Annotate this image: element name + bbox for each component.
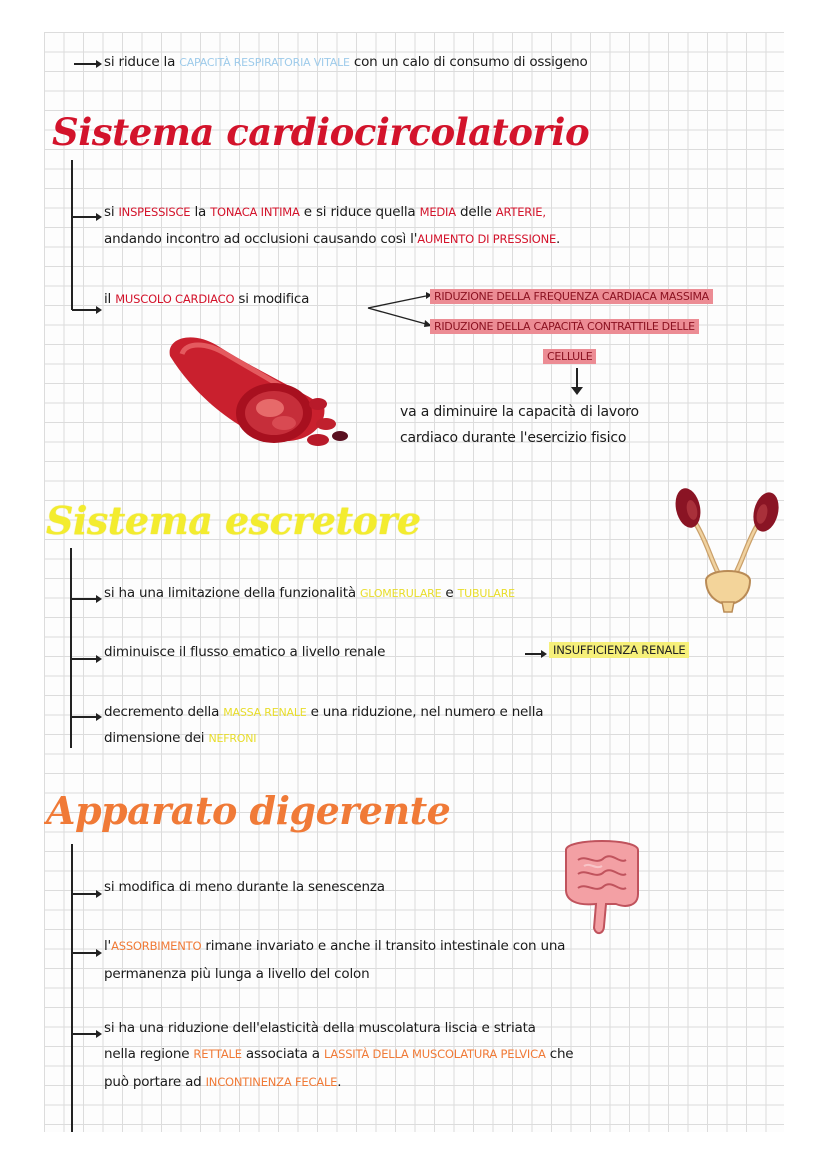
bracket-line — [71, 844, 73, 1132]
text-line — [104, 730, 256, 746]
text-line — [104, 879, 385, 895]
result-arrow — [525, 653, 545, 655]
highlight: GLOMERULARE — [359, 587, 442, 600]
text-line — [549, 642, 689, 658]
text-line — [104, 291, 309, 307]
text: l' — [104, 938, 112, 954]
highlight: INCONTINENZA FECALE — [205, 1075, 338, 1089]
highlight: ARTERIE, — [495, 205, 546, 219]
highlight: MUSCOLO CARDIACO — [115, 292, 235, 306]
highlight: INSPESSISCE — [118, 205, 191, 219]
highlight: LASSITÀ DELLA MUSCOLATURA PELVICA — [323, 1047, 546, 1061]
text-line — [104, 966, 369, 982]
text-line — [104, 1074, 341, 1090]
text: delle — [455, 204, 496, 220]
text-line — [430, 318, 699, 334]
highlight: CELLULE — [543, 349, 596, 364]
text-line — [104, 54, 588, 70]
text-line — [104, 1046, 573, 1062]
text: nella regione — [104, 1046, 194, 1062]
bullet-arrow — [72, 952, 100, 954]
text: decremento della — [104, 704, 224, 720]
bullet-arrow — [72, 309, 100, 311]
text-line — [400, 404, 639, 420]
text-line — [104, 231, 560, 247]
highlight: CAPACITÀ RESPIRATORIA VITALE — [179, 56, 350, 69]
section-title-cardio: Sistema cardiocircolatorio — [52, 110, 590, 154]
text: cardiaco durante l'esercizio fisico — [400, 430, 627, 446]
text: può portare ad — [104, 1074, 206, 1090]
highlight: RETTALE — [193, 1047, 242, 1061]
kidneys-icon — [668, 484, 784, 616]
text-line — [104, 644, 385, 660]
bracket-line — [70, 548, 72, 748]
text: . — [556, 231, 561, 247]
text: la — [190, 204, 211, 220]
text-line — [430, 288, 713, 304]
bullet-arrow — [70, 598, 100, 600]
highlight: RIDUZIONE DELLA FREQUENZA CARDIACA MASSIMA — [430, 289, 713, 304]
bullet-arrow — [72, 1033, 100, 1035]
text: il — [104, 291, 116, 307]
bullet-arrow — [74, 63, 100, 65]
text-line — [104, 938, 565, 954]
text: che — [545, 1046, 574, 1062]
text: rimane invariato e anche il transito intestinale con una — [201, 938, 566, 954]
bracket-line — [71, 160, 73, 310]
text: si modifica di meno durante la senescenza — [104, 879, 385, 895]
highlight: TUBULARE — [457, 587, 515, 600]
section-title-digerente: Apparato digerente — [46, 788, 451, 833]
text: va a diminuire la capacità di lavoro — [400, 404, 639, 420]
text-line — [104, 1020, 536, 1036]
notebook-page — [44, 32, 784, 1132]
bullet-arrow — [72, 216, 100, 218]
text: associata a — [241, 1046, 324, 1062]
text: e una riduzione, nel numero e nella — [306, 704, 544, 720]
highlight: MASSA RENALE — [223, 706, 307, 719]
text-line — [104, 585, 515, 601]
highlight: AUMENTO DI PRESSIONE — [417, 232, 557, 246]
text: . — [337, 1074, 342, 1090]
text: e si riduce quella — [299, 204, 420, 220]
text-line — [400, 430, 626, 446]
text: si modifica — [234, 291, 310, 307]
text: permanenza più lunga a livello del colon — [104, 966, 370, 982]
text: con un calo di consumo di ossigeno — [349, 54, 588, 70]
section-title-escretore: Sistema escretore — [46, 498, 421, 543]
highlight: TONACA INTIMA — [210, 205, 300, 219]
bullet-arrow — [72, 893, 100, 895]
text: si riduce la — [104, 54, 180, 70]
text-line — [104, 204, 546, 220]
text: andando incontro ad occlusioni causando così l' — [104, 231, 418, 247]
text: dimensione dei — [104, 730, 209, 746]
text: si — [104, 204, 119, 220]
text-line — [543, 348, 596, 364]
text: si ha una riduzione dell'elasticità della muscolatura liscia e striata — [104, 1020, 536, 1036]
bullet-arrow — [70, 658, 100, 660]
down-arrow-head — [571, 387, 583, 395]
text-line — [104, 704, 543, 720]
intestine-icon — [556, 830, 648, 938]
text: e — [441, 585, 458, 601]
red-blood-cells-icon — [156, 328, 356, 458]
highlight: ASSORBIMENTO — [111, 939, 202, 953]
highlight: NEFRONI — [208, 732, 257, 745]
highlight: RIDUZIONE DELLA CAPACITÀ CONTRATTILE DELLE — [430, 319, 699, 334]
branch-arrows — [366, 288, 432, 334]
highlight: MEDIA — [419, 205, 456, 219]
text: si ha una limitazione della funzionalità — [104, 585, 360, 601]
text: diminuisce il flusso ematico a livello renale — [104, 644, 386, 660]
bullet-arrow — [70, 716, 100, 718]
highlight: INSUFFICIENZA RENALE — [549, 642, 689, 658]
